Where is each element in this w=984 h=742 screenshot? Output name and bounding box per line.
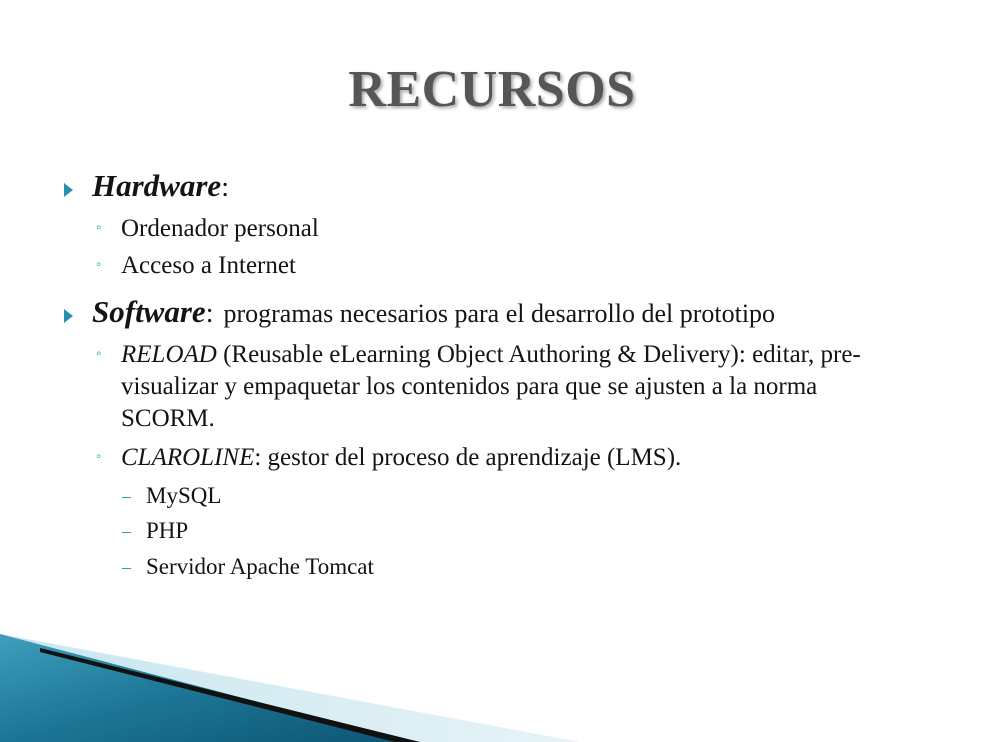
list-item [96,442,901,474]
list-item [96,339,901,435]
subitem-text: MySQL [146,483,222,508]
software-item-text [121,339,901,435]
bullet-hardware [64,168,229,204]
list-item [122,516,188,546]
dash-bullet-icon: – [122,486,131,506]
list-item [96,250,901,282]
triangle-bullet-icon [64,309,73,323]
software-heading: Software [92,294,206,329]
circle-bullet-icon: ◦ [96,449,102,465]
subitem-text: Servidor Apache Tomcat [146,554,374,579]
circle-bullet-icon: ◦ [96,220,102,236]
hardware-colon: : [221,172,229,203]
hardware-heading: Hardware [92,168,222,203]
list-item [122,481,221,511]
list-item [122,552,374,582]
software-description: programas necesarios para el desarrollo del prototipo [223,299,776,328]
list-item [96,213,901,245]
software-item-name: CLAROLINE [121,444,255,471]
hardware-item-text: Ordenador personal [121,215,319,242]
software-item-name: RELOAD [121,341,217,368]
software-item-description: : gestor del proceso de aprendizaje (LMS). [254,444,682,471]
circle-bullet-icon: ◦ [96,346,102,362]
software-colon: : [205,298,214,329]
software-item-text [121,442,901,474]
circle-bullet-icon: ◦ [96,257,102,273]
hardware-item-text: Acceso a Internet [121,252,296,279]
dash-bullet-icon: – [122,557,131,577]
triangle-bullet-icon [64,183,73,197]
bullet-software [64,294,775,330]
slide-title: RECURSOS [348,61,636,118]
software-item-description: (Reusable eLearning Object Authoring & Delivery): editar, pre-visualizar y empaquetar los contenidos para que se ajusten a la norma SCORM. [121,341,861,432]
dash-bullet-icon: – [122,521,131,541]
subitem-text: PHP [146,518,189,543]
